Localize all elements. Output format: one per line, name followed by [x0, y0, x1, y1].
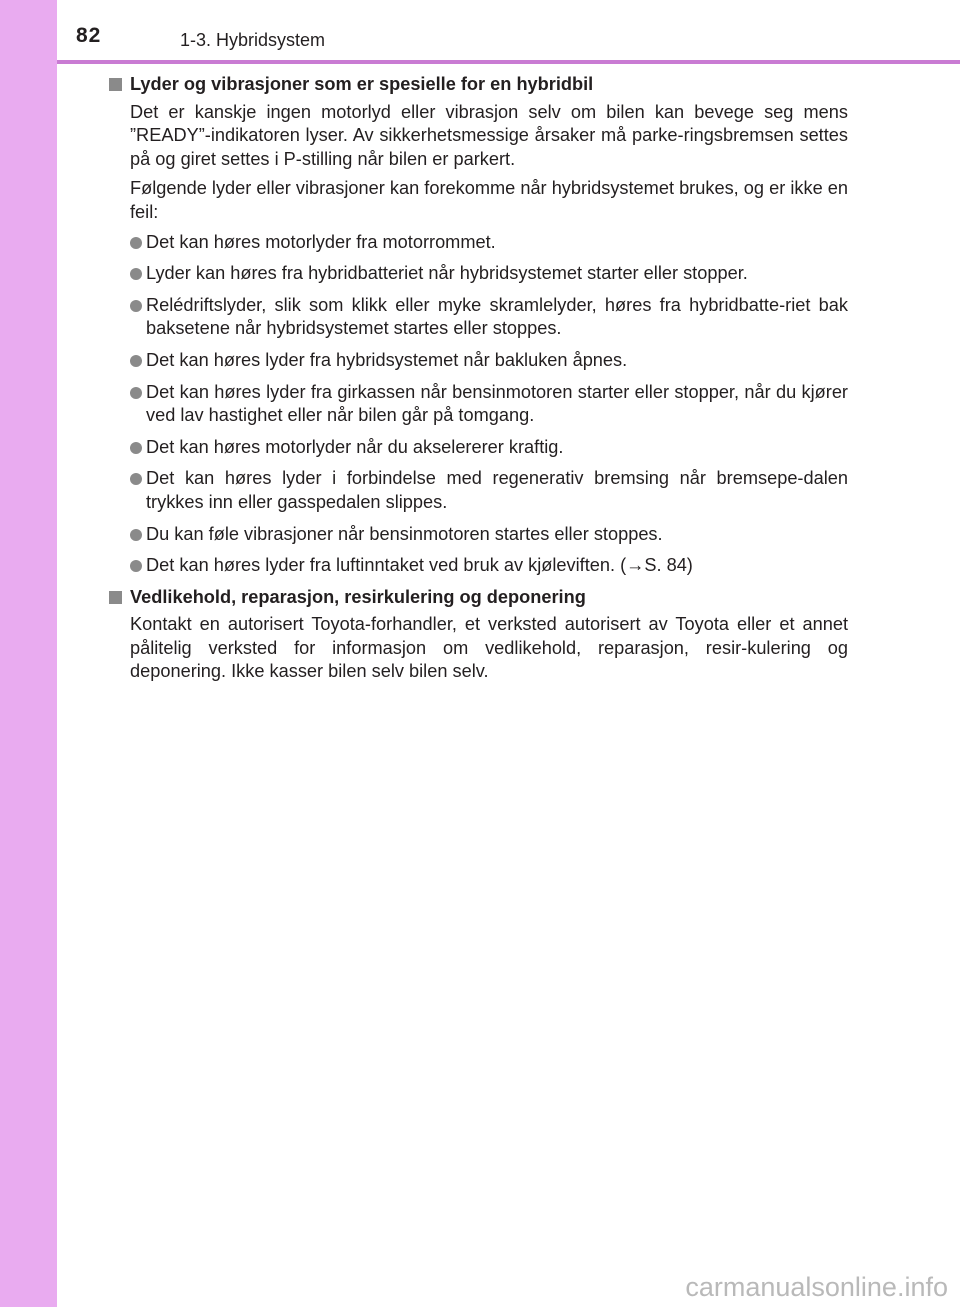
- header-divider: [57, 60, 960, 64]
- list-item: [108, 349, 848, 373]
- square-bullet-icon: [109, 78, 122, 91]
- page-number: 82: [76, 24, 102, 47]
- circle-bullet-icon: [130, 355, 142, 367]
- section-heading-sounds: [108, 73, 848, 97]
- list-item-text: Det kan høres motorlyder fra motorrommet.: [146, 231, 496, 252]
- list-item-text: Det kan høres lyder fra hybridsystemet når bakluken åpnes.: [146, 349, 628, 370]
- list-item: [108, 294, 848, 341]
- section-heading-maintenance: [108, 586, 848, 610]
- watermark: carmanualsonline.info: [685, 1272, 948, 1302]
- list-item: [108, 523, 848, 547]
- circle-bullet-icon: [130, 237, 142, 249]
- paragraph: Kontakt en autorisert Toyota-forhandler, et verksted autorisert av Toyota eller et annet pålitelig verksted for informasjon om vedlikehold, reparasjon, resir-kulering og deponering. Ikke kasser bilen selv bilen selv.: [130, 614, 848, 682]
- section-title: 1-3. Hybridsystem: [180, 30, 326, 50]
- circle-bullet-icon: [130, 300, 142, 312]
- page-content: [108, 73, 848, 690]
- list-item: [108, 436, 848, 460]
- list-item-text: Lyder kan høres fra hybridbatteriet når hybridsystemet starter eller stopper.: [146, 263, 748, 284]
- list-item: [108, 262, 848, 286]
- sound-list: [108, 231, 848, 578]
- square-bullet-icon: [109, 591, 122, 604]
- circle-bullet-icon: [130, 442, 142, 454]
- paragraph: Det er kanskje ingen motorlyd eller vibrasjon selv om bilen kan bevege seg mens ”READY”-indikatoren lyser. Av sikkerhetsmessige årsaker må parke-ringsbremsen settes på og giret settes i P-stilling når bilen er parkert.: [130, 101, 848, 169]
- paragraph: Følgende lyder eller vibrasjoner kan forekomme når hybridsystemet brukes, og er ikke en feil:: [130, 178, 848, 222]
- circle-bullet-icon: [130, 529, 142, 541]
- circle-bullet-icon: [130, 387, 142, 399]
- list-item: [108, 231, 848, 255]
- circle-bullet-icon: [130, 268, 142, 280]
- list-item-text: Det kan høres lyder i forbindelse med regenerativ bremsing når bremsepe-dalen trykkes inn eller gasspedalen slippes.: [146, 468, 848, 512]
- circle-bullet-icon: [130, 560, 142, 572]
- circle-bullet-icon: [130, 473, 142, 485]
- list-item-text: Det kan høres lyder fra luftinntaket ved bruk av kjøleviften. (→S. 84): [146, 555, 693, 576]
- list-item: [108, 381, 848, 428]
- list-item-text: Det kan høres motorlyder når du akselererer kraftig.: [146, 436, 564, 457]
- side-tab-band: [0, 0, 57, 1307]
- list-item-text: Du kan føle vibrasjoner når bensinmotoren startes eller stoppes.: [146, 523, 663, 544]
- heading-text: Vedlikehold, reparasjon, resirkulering og deponering: [130, 586, 586, 607]
- list-item: [108, 554, 848, 578]
- list-item-text: Relédriftslyder, slik som klikk eller myke skramlelyder, høres fra hybridbatte-riet bak baksetene når hybridsystemet startes eller stoppes.: [146, 294, 848, 339]
- list-item: [108, 467, 848, 514]
- list-item-text: Det kan høres lyder fra girkassen når bensinmotoren starter eller stopper, når du kjører ved lav hastighet eller når bilen går på tomgang.: [146, 381, 848, 426]
- heading-text: Lyder og vibrasjoner som er spesielle for en hybridbil: [130, 74, 594, 94]
